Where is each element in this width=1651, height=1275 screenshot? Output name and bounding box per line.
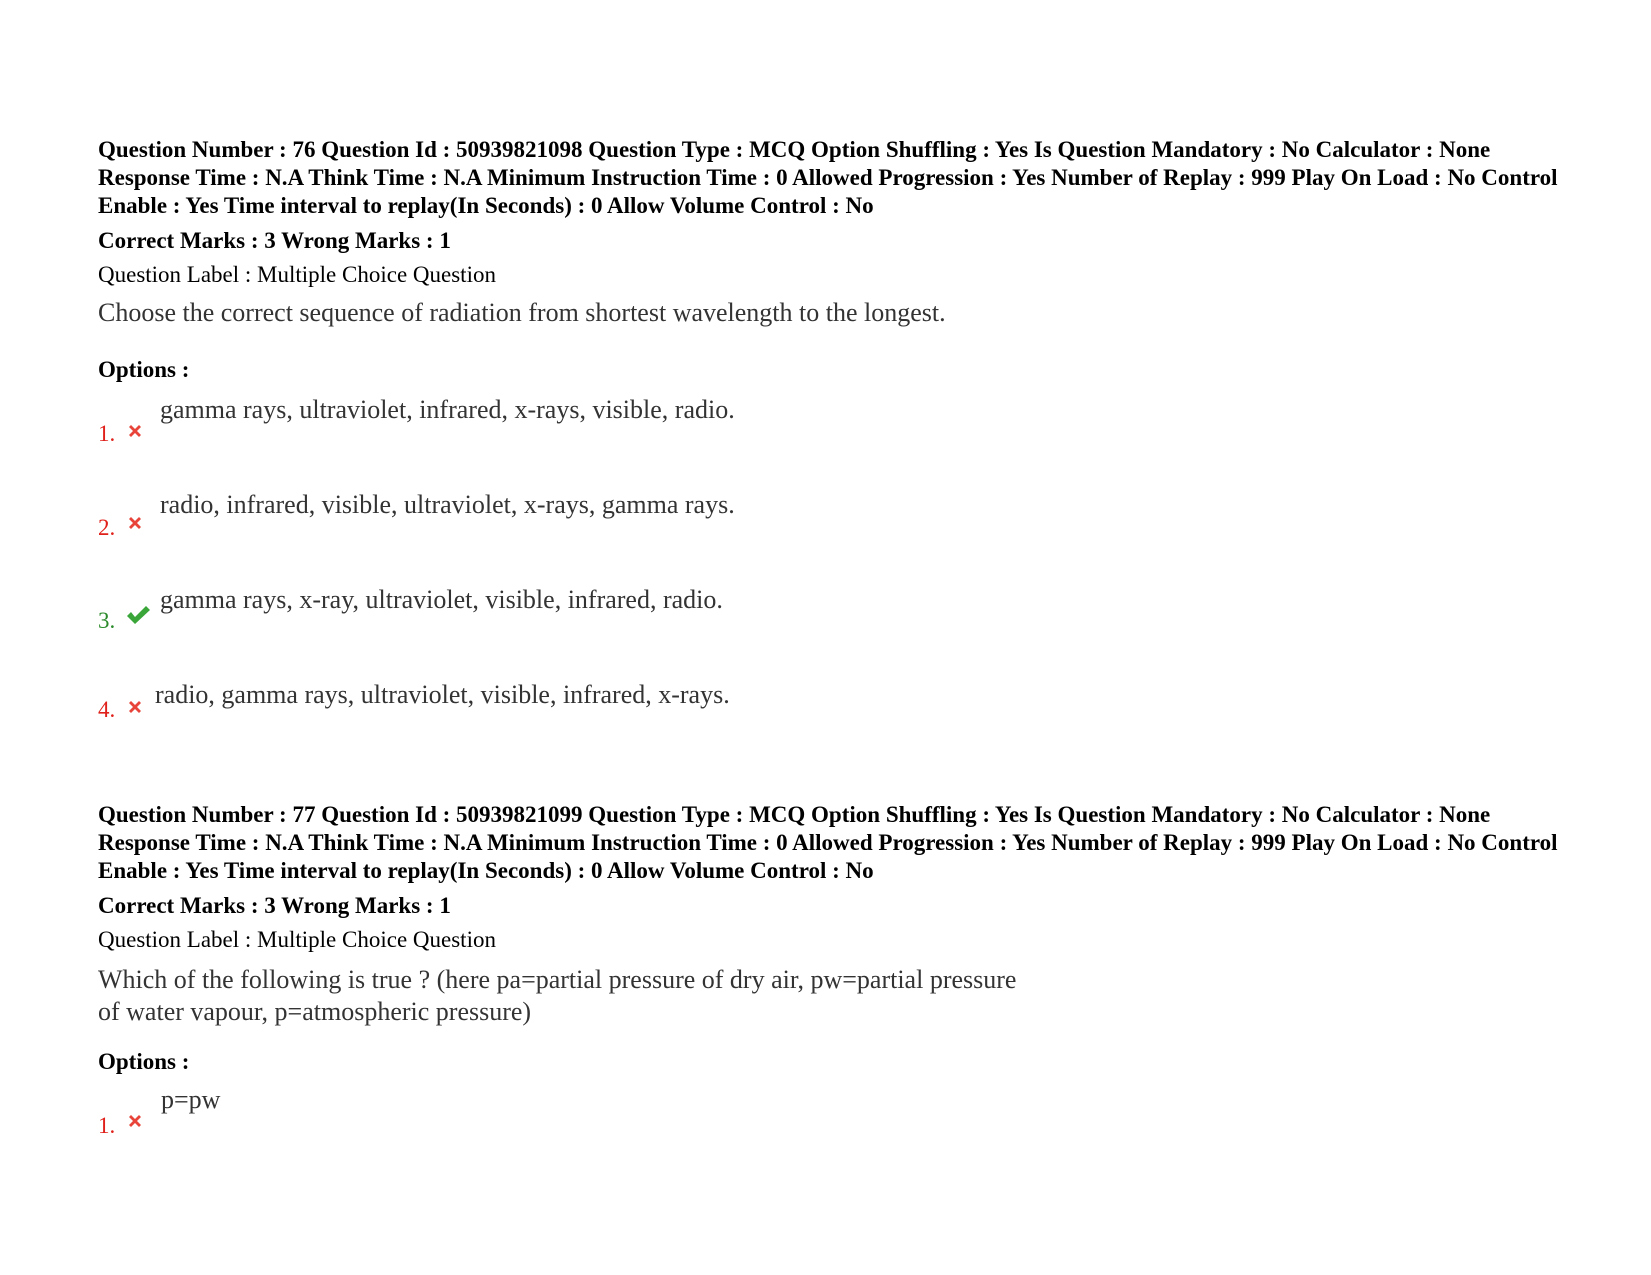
question-marks: Correct Marks : 3 Wrong Marks : 1	[98, 228, 451, 253]
option-number: 4.	[98, 697, 116, 722]
options-heading: Options :	[98, 357, 190, 382]
option-1	[98, 395, 998, 445]
question-text	[98, 964, 1598, 1028]
question-text-line: Which of the following is true ? (here pa=partial pressure of dry air, pw=partial pressure	[98, 965, 1017, 994]
option-text: gamma rays, x-ray, ultraviolet, visible, infrared, radio.	[160, 585, 723, 614]
option-number: 2.	[98, 515, 116, 540]
option-3	[98, 585, 998, 635]
question-label: Question Label : Multiple Choice Question	[98, 927, 496, 952]
option-2	[98, 490, 998, 540]
cross-icon	[125, 1111, 145, 1131]
question-76	[98, 136, 1598, 329]
option-number: 1.	[98, 421, 116, 446]
question-label: Question Label : Multiple Choice Question	[98, 262, 496, 287]
check-icon	[125, 603, 151, 627]
option-number: 3.	[98, 608, 116, 633]
cross-icon	[125, 697, 145, 717]
question-text-line: of water vapour, p=atmospheric pressure)	[98, 997, 532, 1026]
question-marks: Correct Marks : 3 Wrong Marks : 1	[98, 893, 451, 918]
option-4	[98, 680, 998, 730]
question-77	[98, 801, 1598, 1028]
option-text: gamma rays, ultraviolet, infrared, x-rays, visible, radio.	[160, 395, 735, 424]
option-text: p=pw	[161, 1085, 221, 1114]
option-1	[98, 1085, 998, 1138]
option-text: radio, infrared, visible, ultraviolet, x-rays, gamma rays.	[160, 490, 735, 519]
question-meta: Question Number : 76 Question Id : 50939821098 Question Type : MCQ Option Shuffling : Yes Is Question Mandatory : No Calculator : None Response Time : N.A Think Time : N.A Minimum Instruction Time : 0 Allowed Progression : Yes Number of Replay : 999 Play On Load : No Control Enable : Yes Time interval to replay(In Seconds) : 0 Allow Volume Control : No	[98, 137, 1558, 218]
option-text: radio, gamma rays, ultraviolet, visible, infrared, x-rays.	[155, 680, 730, 709]
question-meta: Question Number : 77 Question Id : 50939821099 Question Type : MCQ Option Shuffling : Yes Is Question Mandatory : No Calculator : None Response Time : N.A Think Time : N.A Minimum Instruction Time : 0 Allowed Progression : Yes Number of Replay : 999 Play On Load : No Control Enable : Yes Time interval to replay(In Seconds) : 0 Allow Volume Control : No	[98, 802, 1558, 883]
question-text: Choose the correct sequence of radiation from shortest wavelength to the longest.	[98, 298, 946, 327]
options-heading: Options :	[98, 1049, 190, 1074]
option-number: 1.	[98, 1113, 116, 1138]
cross-icon	[125, 513, 145, 533]
cross-icon	[125, 421, 145, 441]
